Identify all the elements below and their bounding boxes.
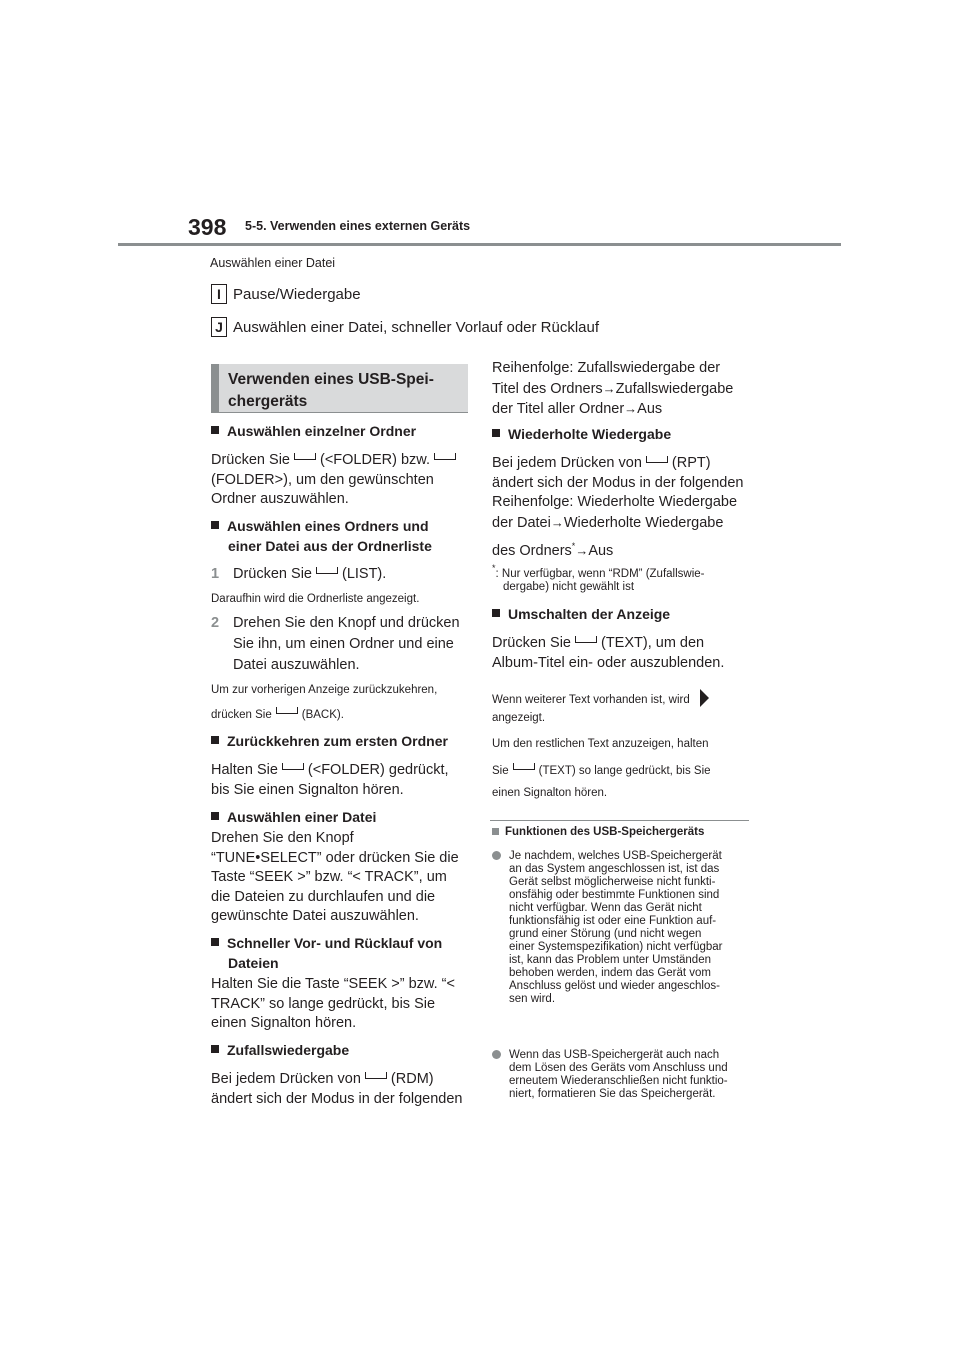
note-divider (490, 820, 749, 821)
button-icon (294, 453, 316, 460)
key-row-i (211, 284, 361, 304)
button-icon (513, 763, 535, 770)
paragraph: Bei jedem Drücken von (RDM) ändert sich der Modus in der folgenden (211, 1071, 463, 1107)
paragraph: Drücken Sie (<FOLDER) bzw. (FOLDER>), um den gewünschten Ordner auszuwählen. (211, 451, 460, 510)
key-text: Pause/Wiedergabe (233, 285, 361, 303)
box-title-line: chergeräts (228, 393, 308, 410)
intro-text: Auswählen einer Datei (210, 256, 336, 270)
subheading: Schneller Vor- und Rücklauf von Dateien (211, 933, 478, 973)
square-bullet-icon (211, 736, 219, 744)
subheading: Zufallswiedergabe (211, 1040, 349, 1060)
button-icon (365, 1072, 387, 1079)
step-2: 2 Drehen Sie den Knopf und drücken Sie ihn, um einen Ordner und eine Datei auszuwählen. (211, 615, 460, 673)
subheading: Wiederholte Wiedergabe (492, 424, 671, 444)
button-icon (434, 453, 456, 460)
step-note: Um zur vorherigen Anzeige zurückzukehren, (211, 684, 438, 696)
section-box-heading (211, 364, 468, 413)
note-bullet: Je nachdem, welches USB-Speichergerät an das System angeschlossen ist, ist das Gerät selbst möglicherweise nicht funkti- onsfähig oder bestimmte Funktionen sind nicht verfügbar. Wenn das Gerät nicht funktionsfähig ist oder eine Funktion auf- grund einer Störung (und nicht wegen einer Systemspezifikation) nicht verfügbar ist, kann das Problem unter Umständen behoben werden, indem das Gerät vom Anschluss gelöst und wieder angeschlos- sen wird. (492, 850, 751, 1006)
paragraph: Reihenfolge: Zufallswiedergabe der Titel des Ordners→Zufallswiedergabe der Titel aller Ordner→Aus (492, 360, 734, 417)
square-bullet-icon (211, 812, 219, 820)
subheading: Auswählen einzelner Ordner (211, 421, 416, 441)
paragraph: Drehen Sie den Knopf “TUNE•SELECT” oder drücken Sie die Taste “SEEK >” bzw. “< TRACK”, um die Dateien zu durchlaufen und die gewünschte Datei auszuwählen. (211, 830, 459, 924)
note-text: angezeigt. (492, 712, 546, 724)
key-label: I (211, 284, 227, 304)
note-text: Sie (TEXT) so lange gedrückt, bis Sie (492, 765, 711, 777)
section-title: 5-5. Verwenden eines externen Geräts (245, 219, 471, 233)
note-text: Wenn weiterer Text vorhanden ist, wird (492, 689, 709, 709)
step-note: drücken Sie (BACK). (211, 709, 344, 721)
key-text: Auswählen einer Datei, schneller Vorlauf oder Rücklauf (233, 318, 600, 336)
bullet-dot-icon (492, 851, 501, 860)
square-bullet-icon (211, 521, 219, 529)
subheading: Zurückkehren zum ersten Ordner (211, 731, 448, 751)
arrow-icon: → (602, 380, 616, 396)
square-bullet-icon (492, 609, 500, 617)
square-bullet-icon (492, 429, 500, 437)
paragraph: Drücken Sie (TEXT), um den Album-Titel ein- oder auszublenden. (492, 635, 725, 671)
footnote: *: Nur verfügbar, wenn “RDM” (Zufallswie- (492, 563, 705, 580)
paragraph: Halten Sie die Taste “SEEK >” bzw. “< TRACK” so lange gedrückt, bis Sie einen Signalton hören. (211, 976, 455, 1031)
subheading: Auswählen einer Datei (211, 807, 376, 827)
square-bullet-icon (211, 1045, 219, 1053)
square-bullet-icon (211, 938, 219, 946)
note-text: einen Signalton hören. (492, 787, 608, 799)
step-1: 1 Drücken Sie (LIST). (211, 566, 387, 582)
arrow-icon: → (624, 401, 638, 416)
button-icon (282, 763, 304, 770)
header-rule (118, 243, 841, 246)
arrow-icon: → (575, 543, 589, 558)
key-label: J (211, 317, 227, 337)
key-row-j (211, 317, 599, 337)
step-note: Daraufhin wird die Ordnerliste angezeigt. (211, 593, 420, 605)
arrow-icon: → (550, 514, 564, 530)
button-icon (276, 707, 298, 714)
square-bullet-icon (211, 426, 219, 434)
play-arrow-icon (700, 689, 709, 707)
paragraph: Halten Sie (<FOLDER) gedrückt, bis Sie einen Signalton hören. (211, 762, 449, 798)
page-number: 398 (188, 214, 227, 240)
note-heading: Funktionen des USB-Speichergeräts (492, 826, 704, 838)
button-icon (316, 567, 338, 574)
square-bullet-icon (492, 828, 499, 835)
note-text: Um den restlichen Text anzuzeigen, halten (492, 738, 709, 750)
footnote: dergabe) nicht gewählt ist (503, 581, 635, 593)
bullet-dot-icon (492, 1050, 501, 1059)
subheading: Auswählen eines Ordners und einer Datei aus der Ordnerliste (211, 516, 478, 556)
paragraph: Bei jedem Drücken von (RPT) ändert sich der Modus in der folgenden Reihenfolge: Wiederholte Wiedergabe der Datei→Wiederholte Wiedergabe des Ordners*→Aus (492, 454, 744, 564)
box-title-line: Verwenden eines USB-Spei- (228, 371, 434, 388)
button-icon (646, 456, 668, 463)
subheading: Umschalten der Anzeige (492, 604, 670, 624)
note-bullet: Wenn das USB-Speichergerät auch nach dem Lösen des Geräts vom Anschluss und erneutem Wiederanschließen nicht funktio- niert, formatieren Sie das Speichergerät. (492, 1049, 751, 1101)
button-icon (575, 636, 597, 643)
